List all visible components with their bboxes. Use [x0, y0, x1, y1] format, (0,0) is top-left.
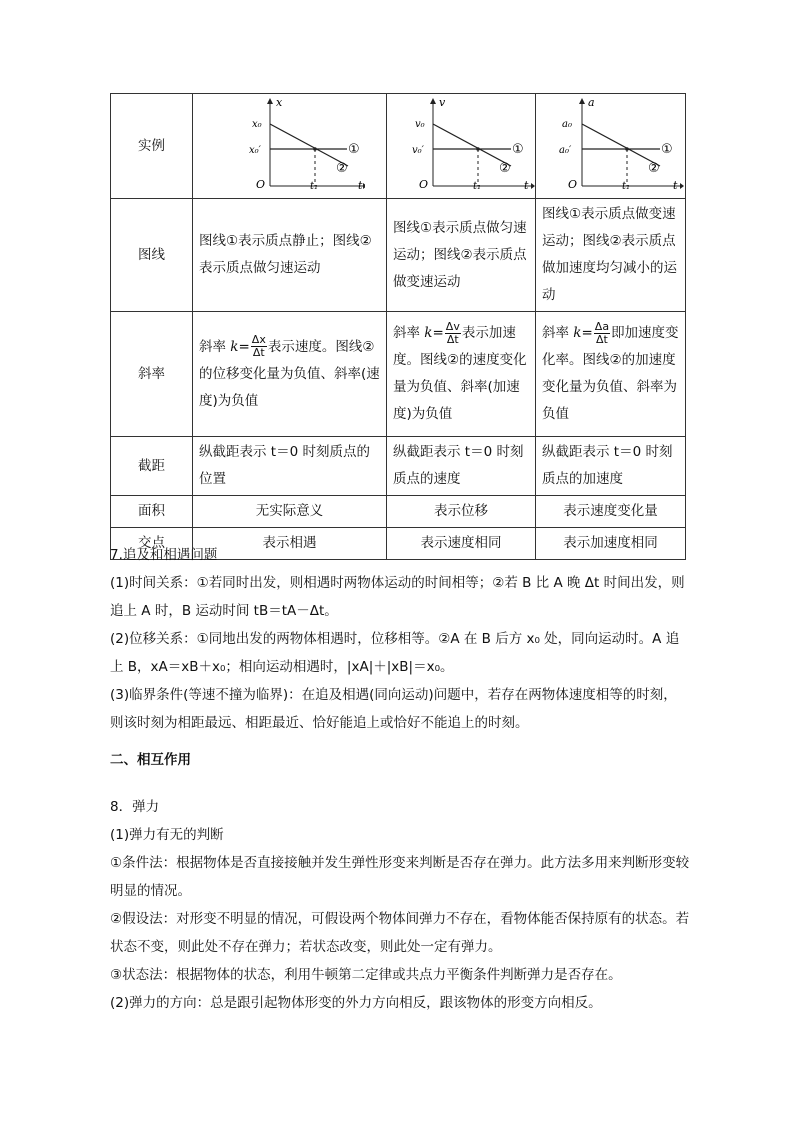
t-axis-arrow [531, 183, 535, 189]
xt-graph-cell [193, 94, 387, 199]
t-axis-label: t [357, 179, 362, 192]
slope-3-denominator: Δt [596, 332, 608, 346]
y0-prime-label: x₀′ [248, 145, 261, 156]
slope-3-post: 即加速度变化率。图线②的加速度变化量为负值、斜率为负值 [542, 325, 679, 422]
y-axis-arrow [267, 98, 273, 104]
line-2-label: ② [648, 161, 660, 176]
slope-3-eq: = [581, 325, 593, 341]
intersection-cell-2: 表示速度相同 [387, 528, 536, 560]
line-2 [582, 124, 660, 166]
at-graph-cell [536, 94, 686, 199]
t-axis-arrow [680, 183, 684, 189]
slope-1-denominator: Δt [252, 346, 265, 359]
slope-1-eq: = [238, 338, 250, 355]
line-2-label: ② [499, 161, 511, 176]
y0-prime-label: v₀′ [412, 145, 424, 156]
y-axis-label: a [588, 96, 595, 109]
slope-1-post: 表示速度。图线②的位移变化量为负值、斜率(速度)为负值 [199, 338, 380, 409]
slope-1-numerator: Δx [251, 333, 266, 346]
slope-2-denominator: Δt [446, 332, 459, 346]
slope-2-post: 表示加速度。图线②的速度变化量为负值、斜率(加速度)为负值 [393, 325, 527, 422]
section-8-sub2: (2)弹力的方向：总是跟引起物体形变的外力方向相反，跟该物体的形变方向相反。 [110, 995, 602, 1011]
intercept-cell-1: 纵截距表示 t＝0 时刻质点的位置 [193, 437, 387, 496]
row-label-area: 面积 [111, 496, 193, 528]
y0-prime-label: a₀′ [559, 145, 572, 156]
slope-cell-1 [193, 312, 387, 437]
y0-label: x₀ [251, 119, 262, 130]
slope-cell-3 [536, 312, 686, 437]
intersection-point [625, 147, 629, 151]
y-axis-label: v [439, 96, 446, 109]
table-row-intercept [111, 437, 686, 496]
row-label-intersection: 交点 [111, 528, 193, 560]
section-7-critical-condition: (3)临界条件(等速不撞为临界)：在追及相遇(同向运动)问题中，若存在两物体速度相等的时刻，则该时刻为相距最远、相距最近、恰好能追上或恰好不能追上的时刻。 [110, 687, 677, 731]
y0-label: v₀ [415, 119, 425, 130]
line-1-label: ① [661, 142, 673, 157]
t-axis-label: t [673, 179, 678, 192]
vt-graph-cell [387, 94, 536, 199]
y-axis-label: x [275, 96, 282, 109]
section-8-sub1: (1)弹力有无的判断 [110, 827, 224, 843]
method-state: ③状态法：根据物体的状态，利用牛顿第二定律或共点力平衡条件判断弹力是否存在。 [110, 967, 622, 983]
table-row-example [111, 94, 686, 199]
area-cell-3: 表示速度变化量 [536, 496, 686, 528]
t-axis-label: t [524, 179, 529, 192]
area-cell-1: 无实际意义 [193, 496, 387, 528]
part-2-title: 二、相互作用 [110, 752, 191, 768]
section-7-time-relation: (1)时间关系：①若同时出发，则相遇时两物体运动的时间相等；②若 B 比 A 晚 Δt 时间出发，则追上 A 时，B 运动时间 tB＝tA－Δt。 [110, 575, 685, 619]
slope-1-pre: 斜率 [199, 338, 226, 355]
intersection-point [313, 147, 317, 151]
slope-1-fraction [251, 334, 267, 359]
slope-1-k: k [230, 338, 239, 355]
line-1-label: ① [512, 142, 524, 157]
intersection-cell-3: 表示加速度相同 [536, 528, 686, 560]
slope-2-pre: 斜率 [393, 325, 420, 341]
intersection-point [476, 147, 480, 151]
slope-3-k: k [573, 325, 582, 341]
y0-label: a₀ [562, 119, 572, 130]
slope-2-numerator: Δv [445, 319, 460, 333]
origin-label: O [568, 178, 578, 191]
y-axis-arrow [579, 98, 585, 104]
slope-2-fraction [445, 321, 461, 346]
intercept-cell-3: 纵截距表示 t＝0 时刻质点的加速度 [536, 437, 686, 496]
table-row-area [111, 496, 686, 528]
y-axis-arrow [430, 98, 436, 104]
section-8-title: 8．弹力 [110, 799, 160, 815]
image-properties-table [110, 93, 686, 560]
method-assumption: ②假设法：对形变不明显的情况，可假设两个物体间弹力不存在，看物体能否保持原有的状态。若状态不变，则此处不存在弹力；若状态改变，则此处一定有弹力。 [110, 911, 690, 955]
slope-3-fraction [594, 321, 610, 346]
graph-line-cell-2: 图线①表示质点做匀速运动；图线②表示质点做变速运动 [387, 199, 536, 312]
row-label-graph-line: 图线 [111, 199, 193, 312]
row-label-slope: 斜率 [111, 312, 193, 437]
line-2 [433, 124, 511, 166]
section-8 [110, 793, 690, 1017]
intercept-cell-2: 纵截距表示 t＝0 时刻质点的速度 [387, 437, 536, 496]
xt-graph [215, 96, 365, 196]
graph-line-cell-3: 图线①表示质点做变速运动；图线②表示质点做加速度均匀减小的运动 [536, 199, 686, 312]
origin-label: O [255, 178, 265, 191]
t1-label: t₁ [473, 181, 482, 192]
table-row-slope [111, 312, 686, 437]
line-2-label: ② [335, 161, 348, 176]
t1-label: t₁ [309, 181, 318, 192]
method-condition: ①条件法：根据物体是否直接接触并发生弹性形变来判断是否存在弹力。此方法多用来判断形变较明显的情况。 [110, 855, 690, 899]
t-axis-arrow [363, 183, 365, 189]
line-1-label: ① [347, 142, 360, 157]
slope-2-k: k [424, 325, 433, 341]
line-2 [270, 124, 348, 166]
t1-label: t₁ [622, 181, 631, 192]
at-graph [542, 96, 688, 196]
table-row-graph-line [111, 199, 686, 312]
intersection-cell-1: 表示相遇 [193, 528, 387, 560]
vt-graph [393, 96, 539, 196]
graph-line-cell-1: 图线①表示质点静止；图线②表示质点做匀速运动 [193, 199, 387, 312]
section-7 [110, 541, 690, 737]
slope-3-numerator: Δa [594, 319, 610, 333]
section-7-displacement-relation: (2)位移关系：①同地出发的两物体相遇时，位移相等。②A 在 B 后方 x₀ 处，同向运动时。A 追上 B，xA＝xB＋x₀；相向运动相遇时，|xA|＋|xB|＝x₀。 [110, 631, 680, 675]
row-label-intercept: 截距 [111, 437, 193, 496]
slope-cell-2 [387, 312, 536, 437]
origin-label: O [419, 178, 429, 191]
slope-3-pre: 斜率 [542, 325, 569, 341]
row-label-example: 实例 [111, 94, 193, 199]
section-7-title: 7.追及和相遇问题 [110, 547, 218, 563]
area-cell-2: 表示位移 [387, 496, 536, 528]
slope-2-eq: = [432, 325, 444, 341]
